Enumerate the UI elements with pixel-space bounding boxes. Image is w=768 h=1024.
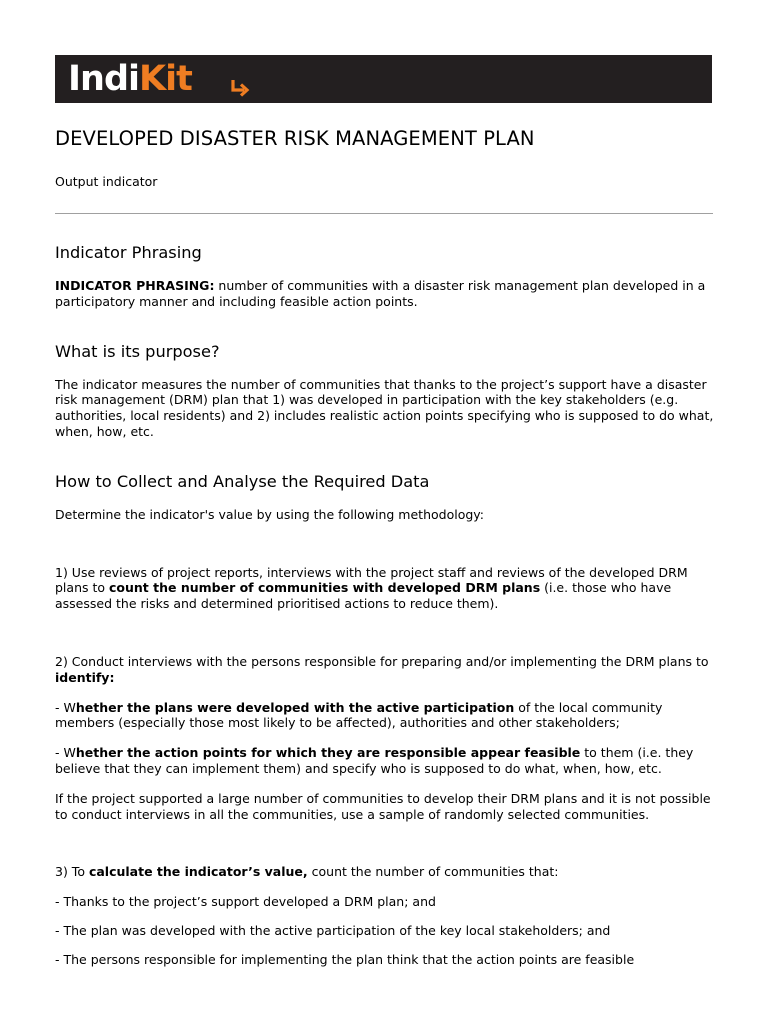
step-3 <box>55 864 717 880</box>
bullet-1-text: of the local community members (especially those most likely to be affected), authorities and other stakeholders; <box>55 699 663 731</box>
heading-collect-analyse: How to Collect and Analyse the Required Data <box>55 471 430 491</box>
step-2-text: 2) Conduct interviews with the persons responsible for preparing and/or implementing the DRM plans to <box>55 653 709 669</box>
page-title: DEVELOPED DISASTER RISK MANAGEMENT PLAN <box>55 127 535 150</box>
heading-purpose: What is its purpose? <box>55 341 220 361</box>
phrasing-label: INDICATOR PHRASING: <box>55 278 215 293</box>
step-3-text-end: count the number of communities that: <box>307 864 559 880</box>
logo-text-kit: Kit <box>139 59 192 99</box>
document-content <box>55 127 717 968</box>
bullet-1-prefix: - W <box>55 699 76 715</box>
phrasing-body: number of communities with a disaster risk management plan developed in a participatory manner and including feasible action points. <box>55 278 706 309</box>
step-1-text-end: (i.e. those who have assessed the risks and determined prioritised actions to reduce them). <box>55 580 672 612</box>
bullet-participation <box>55 700 717 732</box>
logo-banner <box>55 55 712 103</box>
step-1-text: 1) Use reviews of project reports, interviews with the project staff and reviews of the developed DRM plans to <box>55 564 688 596</box>
bullet-2-text: to them (i.e. they believe that they can implement them) and specify who is supposed to do what, when, how, etc. <box>55 745 694 776</box>
bullet-1-emphasis: hether the plans were developed with the active participation <box>75 699 515 715</box>
logo-arrow-icon <box>231 78 251 98</box>
step-3-text: 3) To <box>55 864 89 880</box>
step-2 <box>55 654 717 686</box>
heading-indicator-phrasing: Indicator Phrasing <box>55 243 202 262</box>
divider <box>55 213 713 214</box>
bullet-feasibility <box>55 745 717 777</box>
step-3-emphasis: calculate the indicator’s value, <box>88 864 308 880</box>
criterion-item: - The plan was developed with the active participation of the key local stakeholders; and <box>55 922 611 938</box>
logo-text-indi: Indi <box>68 59 139 99</box>
indikit-logo <box>68 58 192 100</box>
criterion-item: - Thanks to the project’s support developed a DRM plan; and <box>55 894 436 910</box>
step-1 <box>55 565 717 612</box>
step-1-emphasis: count the number of communities with developed DRM plans <box>109 580 541 596</box>
criterion-item: - The persons responsible for implementing the plan think that the action points are feasible <box>55 951 635 967</box>
indicator-phrasing-text <box>55 278 717 310</box>
indicator-type: Output indicator <box>55 174 158 189</box>
bullet-2-emphasis: hether the action points for which they are responsible appear feasible <box>75 745 581 761</box>
sample-note: If the project supported a large number of communities to develop their DRM plans and it is not possible to conduct interviews in all the communities, use a sample of randomly selected communities. <box>55 790 711 822</box>
step-2-emphasis: identify: <box>55 669 115 685</box>
purpose-text: The indicator measures the number of communities that thanks to the project’s support have a disaster risk management (DRM) plan that 1) was developed in participation with the key stakeholders (e.g. authorities, local residents) and 2) includes realistic action points specifying who is supposed to do what, when, how, etc. <box>55 376 714 439</box>
methodology-intro: Determine the indicator's value by using the following methodology: <box>55 506 484 522</box>
bullet-2-prefix: - W <box>55 745 76 761</box>
